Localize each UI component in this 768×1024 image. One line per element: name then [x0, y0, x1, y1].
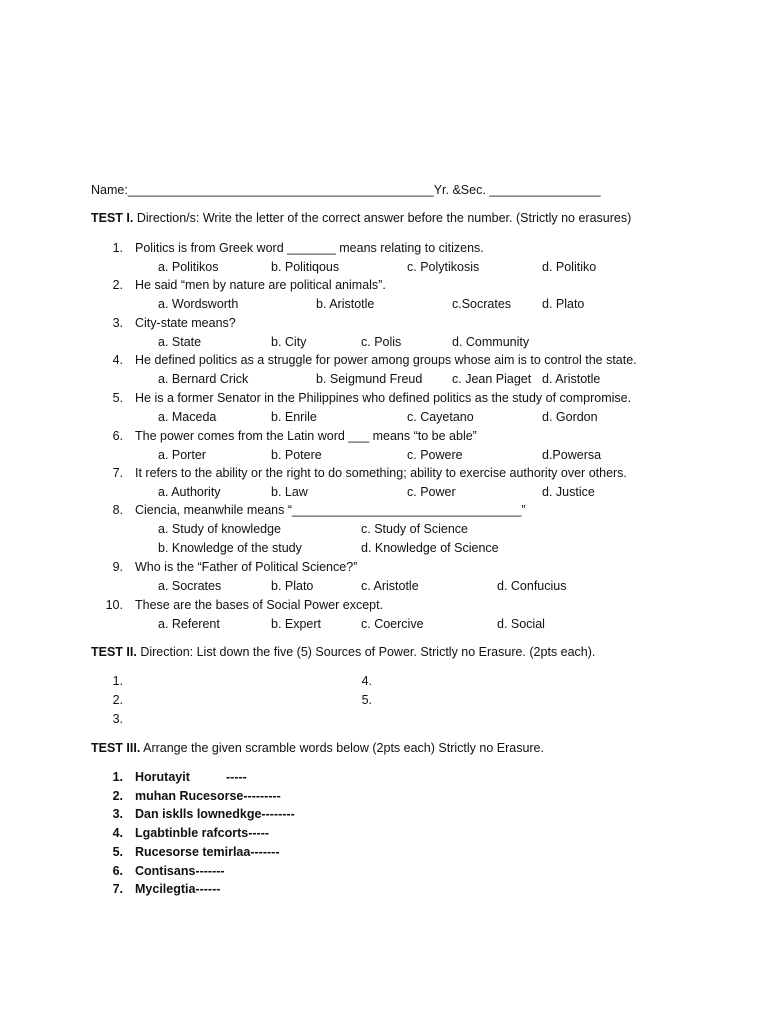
- section-blank[interactable]: ________________: [489, 183, 601, 197]
- answer-choice: d. Justice: [542, 485, 595, 499]
- answer-choice: b. Plato: [271, 579, 314, 593]
- question-text: Ciencia, meanwhile means “_________________________________”: [135, 503, 526, 517]
- answer-choice: d. Community: [452, 335, 530, 349]
- answer-choice: c. Cayetano: [407, 410, 474, 424]
- answer-choice: b. Aristotle: [316, 297, 375, 311]
- scramble-word: Lgabtinble rafcorts-----: [135, 826, 270, 841]
- test2-direction: [91, 644, 595, 660]
- answer-choice: a. Porter: [158, 448, 206, 462]
- answer-choice: c. Polis: [361, 335, 402, 349]
- answer-choice: a. Wordsworth: [158, 297, 239, 311]
- answer-choice: d. Aristotle: [542, 372, 601, 386]
- question-text: He is a former Senator in the Philippines who defined politics as the study of compromise.: [135, 391, 632, 405]
- answer-choice: b. Potere: [271, 448, 322, 462]
- test3-direction-text: Arrange the given scramble words below (2pts each) Strictly no Erasure.: [143, 741, 544, 755]
- answer-choice: a. Bernard Crick: [158, 372, 249, 386]
- answer-choice: c. Aristotle: [361, 579, 419, 593]
- test2-heading: TEST II.: [91, 645, 137, 659]
- question-number: 1.: [112, 241, 123, 255]
- answer-choice: a. Socrates: [158, 579, 222, 593]
- question-number: 2.: [112, 278, 123, 292]
- answer-choice: d. Plato: [542, 297, 585, 311]
- question-text: He defined politics as a struggle for power among groups whose aim is to control the state.: [135, 353, 637, 367]
- scramble-number: 1.: [112, 770, 123, 784]
- answer-choice: a. Politikos: [158, 260, 219, 274]
- answer-choice: d. Social: [497, 617, 545, 631]
- answer-choice: a. State: [158, 335, 202, 349]
- scramble-number: 6.: [112, 863, 123, 878]
- question-number: 6.: [112, 429, 123, 443]
- scramble-number: 3.: [112, 807, 123, 822]
- question-text: The power comes from the Latin word ___ means “to be able”: [135, 429, 477, 443]
- answer-choice: a. Study of knowledge: [158, 522, 281, 536]
- question-number: 9.: [112, 560, 123, 574]
- question-number: 8.: [112, 503, 123, 517]
- test3-direction: [91, 740, 544, 756]
- test1-direction-text: Direction/s: Write the letter of the correct answer before the number. (Strictly no erasures): [136, 211, 632, 225]
- question-text: City-state means?: [135, 316, 236, 330]
- answer-choice: b. Enrile: [271, 410, 317, 424]
- question-number: 5.: [112, 391, 123, 405]
- question-number: 4.: [112, 353, 123, 367]
- name-label: Name:: [91, 183, 128, 197]
- answer-choice: c. Polytikosis: [407, 260, 480, 274]
- scramble-number: 2.: [112, 788, 123, 803]
- question-number: 3.: [112, 316, 123, 330]
- scramble-number: 5.: [112, 844, 123, 859]
- answer-choice: b. Knowledge of the study: [158, 541, 302, 555]
- test2-item-number: 1.: [112, 674, 123, 688]
- test2-item-number: 3.: [112, 712, 123, 726]
- question-number: 10.: [105, 598, 123, 612]
- answer-choice: a. Authority: [158, 485, 221, 499]
- scramble-number: 7.: [112, 882, 123, 897]
- scramble-dashes: -----: [226, 770, 247, 784]
- name-field-line: [91, 182, 601, 198]
- answer-choice: d. Confucius: [497, 579, 567, 593]
- scramble-word: Mycilegtia------: [135, 882, 221, 897]
- answer-choice: d.Powersa: [542, 448, 602, 462]
- answer-choice: c. Power: [407, 485, 456, 499]
- scramble-word: Horutayit: [135, 770, 190, 784]
- answer-choice: a. Referent: [158, 617, 220, 631]
- test2-item-number: 2.: [112, 693, 123, 707]
- question-text: It refers to the ability or the right to do something; ability to exercise authority over others.: [135, 466, 627, 480]
- section-label: Yr. &Sec.: [433, 183, 486, 197]
- scramble-word: Contisans-------: [135, 863, 225, 878]
- answer-choice: c.Socrates: [452, 297, 512, 311]
- answer-choice: c. Coercive: [361, 617, 424, 631]
- scramble-word: Rucesorse temirlaa-------: [135, 844, 280, 859]
- answer-choice: c. Jean Piaget: [452, 372, 532, 386]
- question-text: Politics is from Greek word _______ means relating to citizens.: [135, 241, 484, 255]
- question-text: Who is the “Father of Political Science?”: [135, 560, 358, 574]
- answer-choice: d. Politiko: [542, 260, 597, 274]
- question-text: He said “men by nature are political animals”.: [135, 278, 386, 292]
- test3-heading: TEST III.: [91, 741, 141, 755]
- answer-choice: b. Expert: [271, 617, 322, 631]
- answer-choice: c. Powere: [407, 448, 463, 462]
- answer-choice: d. Knowledge of Science: [361, 541, 499, 555]
- test1-direction: [91, 210, 631, 226]
- answer-choice: b. Seigmund Freud: [316, 372, 423, 386]
- answer-choice: c. Study of Science: [361, 522, 469, 536]
- answer-choice: b. Law: [271, 485, 308, 499]
- question-number: 7.: [112, 466, 123, 480]
- test2-item-number: 5.: [361, 693, 372, 707]
- answer-choice: b. City: [271, 335, 307, 349]
- scramble-number: 4.: [112, 826, 123, 841]
- scramble-word: muhan Rucesorse---------: [135, 788, 281, 803]
- test1-heading: TEST I.: [91, 211, 134, 225]
- answer-choice: d. Gordon: [542, 410, 598, 424]
- answer-choice: b. Politiqous: [271, 260, 340, 274]
- name-blank[interactable]: ____________________________________________: [127, 183, 434, 197]
- answer-choice: a. Maceda: [158, 410, 217, 424]
- test2-direction-text: Direction: List down the five (5) Sources of Power. Strictly no Erasure. (2pts each).: [140, 645, 596, 659]
- scramble-word: Dan isklls lownedkge--------: [135, 807, 295, 822]
- test2-item-number: 4.: [361, 674, 372, 688]
- question-text: These are the bases of Social Power except.: [135, 598, 384, 612]
